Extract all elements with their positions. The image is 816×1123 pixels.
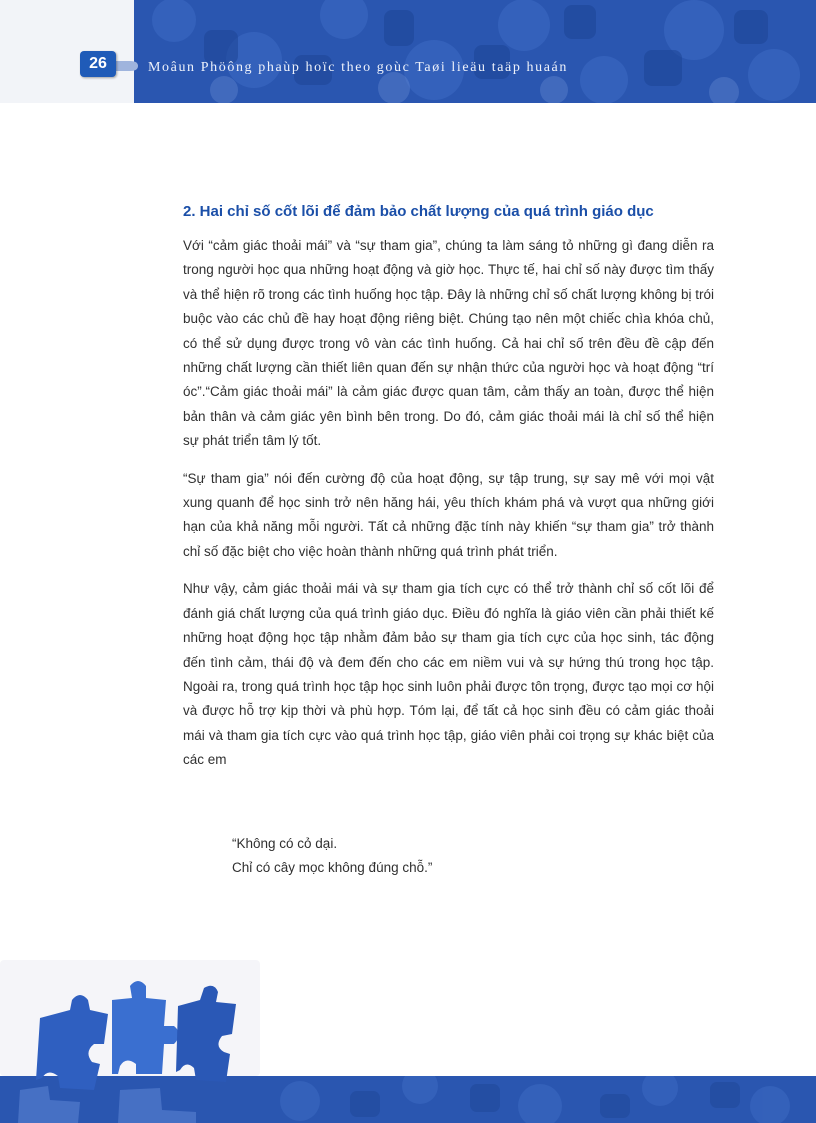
- page-header: [0, 0, 816, 103]
- paragraph-3: Như vậy, cảm giác thoải mái và sự tham gia tích cực có thể trở thành chỉ số cốt lõi để đánh giá chất lượng của quá trình giáo dục. Điều đó nghĩa là giáo viên cần phải thiết kế những hoạt động học tập nhằm đảm bảo sự tham gia tích cực của học sinh, tác động đến tình cảm, thái độ và đem đến cho các em niềm vui và sự hứng thú trong học tập. Ngoài ra, trong quá trình học tập học sinh luôn phải được tôn trọng, được tạo mọi cơ hội và được hỗ trợ kịp thời và phù hợp. Tóm lại, để tất cả học sinh đều có cảm giác thoải mái và tham gia tích cực vào quá trình học tập, giáo viên phải coi trọng sự khác biệt của các em: [183, 581, 714, 768]
- page-tab-icon: [116, 58, 144, 74]
- quote-line-2: Chỉ có cây mọc không đúng chỗ.”: [232, 860, 433, 875]
- section-title: 2. Hai chỉ số cốt lõi để đảm bảo chất lượng của quá trình giáo dục: [183, 203, 654, 220]
- paragraph-1: Với “cảm giác thoải mái” và “sự tham gia”, chúng ta làm sáng tỏ những gì đang diễn ra trong người học qua những hoạt động và giờ học. Thực tế, hai chỉ số này được tìm thấy và thể hiện rõ trong các tình huống học tập. Đây là những chỉ số chất lượng không bị trói buộc vào các chủ đề hay hoạt động riêng biệt. Chúng tạo nên một chiếc chìa khóa chủ, có thể sử dụng được trong vô vàn các tình huống. Cả hai chỉ số trên đều đề cập đến những chất lượng cần thiết liên quan đến sự nhận thức của người học và hoạt động “trí óc”.“Cảm giác thoải mái” là cảm giác được quan tâm, cảm thấy an toàn, được thể hiện bản thân và cảm giác yên bình bên trong. Do đó, cảm giác thoải mái là chỉ số thể hiện sự phát triển tâm lý tốt.: [183, 238, 714, 449]
- quote-block: [232, 832, 432, 880]
- body-text: [183, 234, 714, 786]
- puzzle-pattern-icon: [134, 0, 816, 103]
- paragraph-2: “Sự tham gia” nói đến cường độ của hoạt động, sự tập trung, sự say mê với mọi vật xung quanh để học sinh trở nên hăng hái, yêu thích khám phá và vượt qua những giới hạn của khả năng mỗi người. Tất cả những đặc tính này khiến “sự tham gia” trở thành chỉ số đặc biệt cho việc hoàn thành những quá trình phát triển.: [183, 470, 714, 559]
- header-band: [134, 0, 816, 103]
- page-number: 26: [80, 51, 116, 77]
- running-title: Moâun Phöông phaùp hoïc theo goùc Taøi lieäu taäp huaán: [148, 60, 568, 75]
- quote-line-1: “Không có cỏ dại.: [232, 836, 338, 851]
- puzzle-pieces-icon: [0, 940, 260, 1123]
